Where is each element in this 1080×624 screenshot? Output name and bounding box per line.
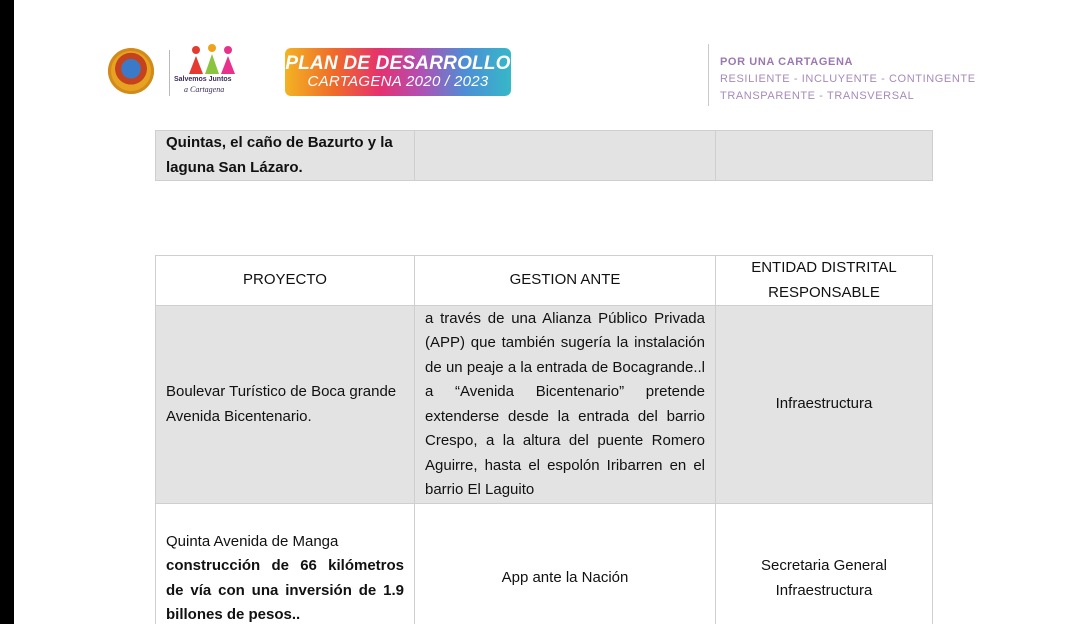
table-cell-gestion: App ante la Nación xyxy=(415,504,716,624)
slogan-block xyxy=(720,54,976,105)
column-header-entidad: ENTIDAD DISTRITAL RESPONSABLE xyxy=(716,256,933,306)
plan-desarrollo-banner xyxy=(285,48,511,96)
table-cell-proyecto xyxy=(156,504,415,624)
table-cell-entidad xyxy=(716,131,933,181)
table-cell-entidad: Infraestructura xyxy=(716,306,933,504)
table-cell-gestion xyxy=(415,131,716,181)
cartagena-seal-logo xyxy=(108,48,154,94)
table-row xyxy=(156,306,933,504)
proyecto-title: Quinta Avenida de Manga xyxy=(166,532,339,550)
column-header-gestion: GESTION ANTE xyxy=(415,256,716,306)
table-cell-entidad xyxy=(716,504,933,624)
slogan-divider xyxy=(708,44,709,106)
table-cell-proyecto: Boulevar Turístico de Boca grande Avenida Bicentenario. xyxy=(156,306,415,504)
entidad-line1: Secretaria General xyxy=(761,557,887,574)
table-cell-gestion: a través de una Alianza Público Privada (APP) que también sugería la instalación de un peaje a la entrada de Bocagrande..l a “Avenida Bicentenario” pretende extenderse desde la entrada del barrio Crespo, a la altura del puente Romero Aguirre, hasta el espolón Iribarren en el barrio El Laguito xyxy=(415,306,716,504)
logo-text-line2: a Cartagena xyxy=(184,85,225,94)
banner-title: PLAN DE DESARROLLO xyxy=(285,53,511,74)
slogan-line2: RESILIENTE - INCLUYENTE - CONTINGENTE xyxy=(720,73,976,85)
table-row xyxy=(156,504,933,624)
proyecto-detail: construcción de 66 kilómetros de vía con una inversión de 1.9 billones de pesos.. xyxy=(166,557,404,623)
salvemos-juntos-figures-icon xyxy=(186,44,238,76)
entidad-line2: Infraestructura xyxy=(775,581,873,599)
projects-table xyxy=(155,255,933,624)
table-header-row xyxy=(156,256,933,306)
slogan-title: POR UNA CARTAGENA xyxy=(720,56,854,68)
salvemos-juntos-logo xyxy=(174,42,254,102)
table-cell-proyecto: Quintas, el caño de Bazurto y la laguna San Lázaro. xyxy=(156,131,415,181)
column-header-proyecto: PROYECTO xyxy=(156,256,415,306)
banner-subtitle: CARTAGENA 2020 / 2023 xyxy=(307,73,489,90)
document-page xyxy=(14,0,1080,624)
projects-table-continued xyxy=(155,130,933,181)
table-row xyxy=(156,131,933,181)
slogan-line3: TRANSPARENTE - TRANSVERSAL xyxy=(720,90,915,102)
logo-text-line1: Salvemos Juntos xyxy=(174,76,232,83)
header-divider xyxy=(169,50,170,96)
